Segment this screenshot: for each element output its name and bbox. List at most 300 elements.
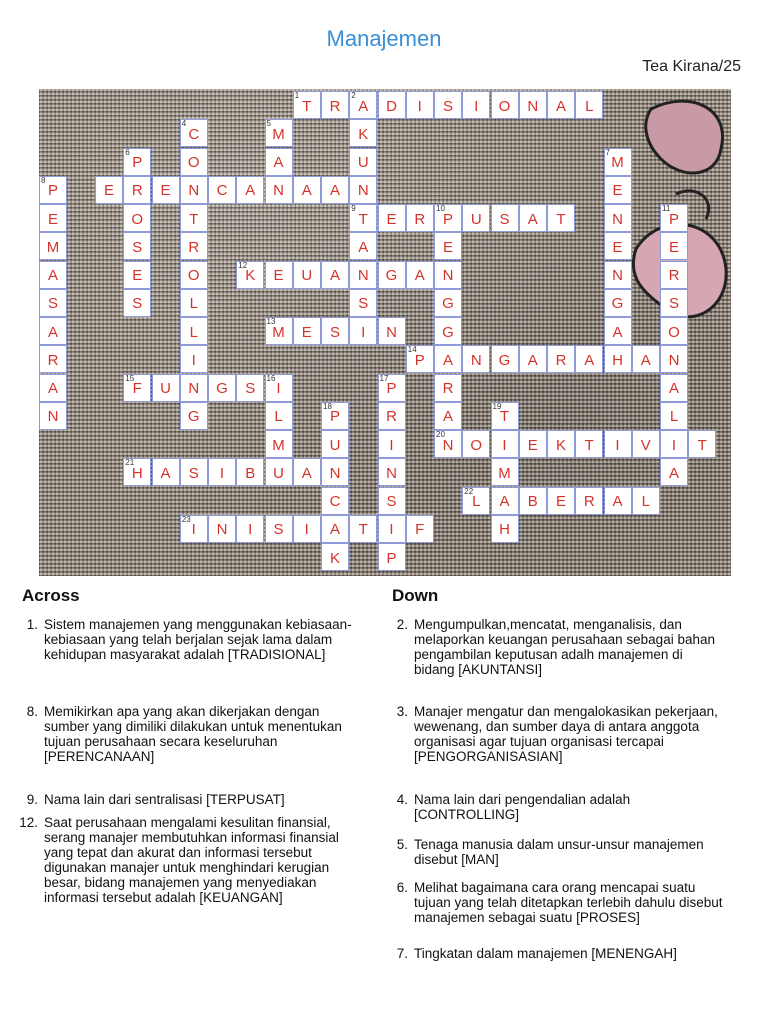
crossword-cell[interactable] [321,543,349,571]
cell-letter: L [189,323,198,341]
crossword-cell[interactable] [349,317,377,345]
crossword-cell[interactable] [462,487,490,515]
crossword-cell[interactable] [434,317,462,345]
crossword-cell[interactable] [349,119,377,147]
crossword-cell[interactable] [208,374,236,402]
crossword-cell[interactable] [434,402,462,430]
crossword-cell[interactable] [632,487,660,515]
crossword-cell[interactable] [575,487,603,515]
cell-letter: N [668,351,680,369]
cell-letter: P [132,154,143,171]
cell-letter: M [46,238,60,256]
crossword-cell[interactable] [604,487,632,515]
crossword-cell[interactable] [265,430,293,458]
cell-letter: A [499,493,510,510]
cell-letter: S [329,323,340,341]
crossword-cell[interactable] [434,204,462,232]
cell-letter: A [301,182,312,200]
crossword-cell[interactable] [265,402,293,430]
cell-letter: A [612,493,623,510]
cell-letter: A [160,464,171,482]
cell-letter: A [358,97,369,115]
cell-letter: A [527,351,538,369]
cell-letter: I [389,521,394,539]
crossword-cell[interactable] [434,289,462,317]
crossword-cell[interactable] [39,204,67,232]
cell-letter: C [188,125,200,143]
clue-number: 2 [351,91,356,100]
cell-letter: A [329,267,340,284]
crossword-cell[interactable] [236,515,264,543]
crossword-cell[interactable] [180,374,208,402]
cell-letter: O [470,436,483,454]
crossword-cell[interactable] [378,317,406,345]
crossword-cell[interactable] [349,289,377,317]
crossword-cell[interactable] [265,119,293,147]
crossword-cell[interactable] [378,91,406,119]
crossword-cell[interactable] [575,430,603,458]
cell-letter: A [414,267,425,284]
cell-letter: L [585,97,594,115]
clue-number: 5 [266,119,271,129]
cell-letter: N [442,436,454,454]
crossword-cell[interactable] [180,345,208,373]
crossword-cell[interactable] [349,261,377,289]
crossword-cell[interactable] [547,91,575,119]
crossword-cell[interactable] [39,402,67,430]
cell-letter: S [386,493,397,510]
cell-letter: E [273,267,284,284]
crossword-cell[interactable] [434,345,462,373]
cell-letter: A [527,210,538,228]
crossword-cell[interactable] [180,458,208,486]
cell-letter: E [132,267,143,284]
cell-letter: G [442,295,454,313]
crossword-cell[interactable] [321,317,349,345]
cell-letter: G [385,267,398,284]
cell-letter: E [386,210,397,228]
cell-letter: M [272,125,285,143]
crossword-cell[interactable] [519,91,547,119]
crossword-cell[interactable] [604,430,632,458]
crossword-cell[interactable] [519,430,547,458]
crossword-cell[interactable] [547,487,575,515]
crossword-cell[interactable] [208,458,236,486]
crossword-cell[interactable] [180,515,208,543]
cell-letter: I [219,464,225,482]
crossword-cell[interactable] [39,289,67,317]
crossword-cell[interactable] [604,345,632,373]
cell-letter: L [274,408,283,426]
crossword-cell[interactable] [547,345,575,373]
crossword-cell[interactable] [321,176,349,204]
crossword-cell[interactable] [660,430,688,458]
crossword-cell[interactable] [349,91,377,119]
crossword-cell[interactable] [321,402,349,430]
clue-number: 10 [436,204,445,213]
crossword-cell[interactable] [265,374,293,402]
clue-number: 16 [266,373,276,383]
cell-letter: U [329,436,341,454]
crossword-cell[interactable] [378,402,406,430]
crossword-cell[interactable] [632,345,660,373]
crossword-cell[interactable] [265,176,293,204]
cell-letter: M [272,323,285,341]
crossword-cell[interactable] [434,374,462,402]
cell-letter: R [414,210,426,228]
cell-letter: P [414,351,425,369]
crossword-cell[interactable] [378,204,406,232]
crossword-cell[interactable] [660,458,688,486]
crossword-cell[interactable] [39,232,67,260]
cell-letter: E [527,436,538,454]
crossword-cell[interactable] [434,232,462,260]
cell-letter: K [358,125,369,143]
cell-letter: R [131,182,143,200]
crossword-cell[interactable] [660,289,688,317]
crossword-cell[interactable] [95,176,123,204]
crossword-cell[interactable] [152,458,180,486]
crossword-cell[interactable] [434,91,462,119]
cell-letter: A [273,154,284,171]
cell-letter: N [329,464,341,482]
cell-letter: I [502,436,507,454]
cell-letter: U [357,154,369,171]
cell-letter: O [668,323,680,341]
crossword-cell[interactable] [491,515,519,543]
cell-letter: E [442,238,453,256]
cell-letter: B [527,493,538,510]
crossword-cell[interactable] [491,402,519,430]
cell-letter: I [191,351,196,369]
cell-letter: G [187,408,200,426]
crossword-cell[interactable] [152,176,180,204]
crossword-cell[interactable] [575,91,603,119]
cell-letter: E [612,238,623,256]
clue-number: 1 [294,91,300,100]
crossword-cell[interactable] [660,261,688,289]
crossword-cell[interactable] [462,430,490,458]
cell-letter: E [555,493,566,510]
cell-letter: I [191,521,196,539]
cell-letter: N [527,97,539,115]
cell-letter: L [189,295,198,313]
crossword-cell[interactable] [491,91,519,119]
clue-number: 4 [181,119,187,129]
crossword-cell[interactable] [123,261,151,289]
crossword-cell[interactable] [265,515,293,543]
crossword-cell[interactable] [39,317,67,345]
cell-letter: T [584,436,594,454]
cell-letter: N [386,323,397,341]
crossword-cell[interactable] [349,204,377,232]
cell-letter: S [499,210,510,228]
cell-letter: T [499,408,510,426]
cell-letter: I [671,436,677,454]
crossword-cell[interactable] [265,458,293,486]
crossword-cell[interactable] [293,176,321,204]
cell-letter: T [358,521,368,539]
crossword-cell[interactable] [406,345,434,373]
crossword-cell[interactable] [688,430,716,458]
cell-letter: H [612,351,623,369]
crossword-cell[interactable] [660,374,688,402]
cell-letter: I [615,436,620,454]
clue-number: 18 [323,401,332,411]
clue-number: 8 [41,175,46,185]
cell-letter: S [358,295,369,313]
crossword-cell[interactable] [180,148,208,176]
crossword-cell[interactable] [660,204,688,232]
clue-number: 15 [125,373,135,383]
crossword-cell[interactable] [123,204,151,232]
crossword-cell[interactable] [180,119,208,147]
crossword-cell[interactable] [236,458,264,486]
crossword-cell[interactable] [293,458,321,486]
cell-letter: L [669,408,679,426]
cell-letter: N [470,351,482,369]
clue-number: 6 [125,147,130,157]
cell-letter: I [361,323,366,341]
cell-letter: R [47,351,59,369]
crossword-cell[interactable] [349,232,377,260]
crossword-cell[interactable] [180,232,208,260]
crossword-cell[interactable] [321,458,349,486]
cell-letter: G [498,351,511,369]
crossword-cell[interactable] [39,261,67,289]
crossword-cell[interactable] [378,515,406,543]
crossword-cell[interactable] [491,204,519,232]
cell-letter: T [189,210,199,228]
cell-letter: A [612,323,623,341]
cell-letter: A [301,464,312,482]
cell-letter: R [188,238,200,256]
crossword-cell[interactable] [293,261,321,289]
clue-number: 22 [464,486,474,496]
cell-letter: E [160,182,171,200]
cell-letter: A [329,182,340,200]
crossword-cell[interactable] [604,148,632,176]
crossword-cell[interactable] [604,176,632,204]
cell-letter: I [304,521,309,539]
crossword-cell[interactable] [378,487,406,515]
cell-letter: C [329,493,341,510]
cell-letter: A [358,238,369,256]
cell-letter: O [498,97,511,115]
cell-letter: O [131,210,144,228]
crossword-cell[interactable] [519,345,547,373]
cell-letter: S [668,295,679,313]
cell-letter: F [132,380,142,397]
crossword-cell[interactable] [208,176,236,204]
crossword-cell[interactable] [180,317,208,345]
cell-letter: I [276,380,281,397]
crossword-cell[interactable] [293,515,321,543]
crossword-cell[interactable] [180,289,208,317]
cell-letter: A [640,351,651,369]
crossword-cell[interactable] [123,289,151,317]
crossword-cell[interactable] [462,91,490,119]
cell-letter: I [248,521,253,539]
crossword-cell[interactable] [208,515,236,543]
crossword-cell[interactable] [604,261,632,289]
cell-letter: A [47,267,58,284]
crossword-cell[interactable] [547,204,575,232]
crossword-cell[interactable] [434,261,462,289]
cell-letter: N [386,464,397,482]
crossword-cell[interactable] [265,148,293,176]
cell-letter: H [131,464,143,482]
crossword-cell[interactable] [378,374,406,402]
down-heading: Down [392,586,439,605]
crossword-cell[interactable] [660,232,688,260]
crossword-cell[interactable] [660,345,688,373]
crossword-cell[interactable] [123,374,151,402]
crossword-cell[interactable] [123,232,151,260]
cell-letter: N [188,182,200,200]
cell-letter: T [556,210,566,228]
crossword-cell[interactable] [123,148,151,176]
clue-number: 17 [379,373,389,383]
cell-letter: O [187,154,200,171]
cell-letter: M [272,436,285,454]
cell-letter: A [668,464,679,482]
crossword-cell[interactable] [604,232,632,260]
crossword-cell[interactable] [236,176,264,204]
cell-letter: N [612,267,623,284]
clue-number: 12 [238,260,248,270]
author-label: Tea Kirana/25 [642,58,741,75]
crossword-cell[interactable] [321,487,349,515]
crossword-cell[interactable] [462,204,490,232]
crossword-cell[interactable] [378,430,406,458]
crossword-cell[interactable] [349,148,377,176]
cell-letter: E [301,323,312,341]
crossword-cell[interactable] [180,402,208,430]
crossword-cell[interactable] [519,204,547,232]
cell-letter: E [668,238,679,256]
cell-letter: S [245,380,256,397]
cell-letter: A [555,97,566,115]
cell-letter: A [442,408,453,426]
cell-letter: A [442,351,453,369]
crossword-cell[interactable] [519,487,547,515]
crossword-cell[interactable] [39,176,67,204]
crossword-cell[interactable] [434,430,462,458]
cell-letter: T [302,97,312,115]
crossword-cell[interactable] [575,345,603,373]
crossword-cell[interactable] [180,261,208,289]
crossword-cell[interactable] [321,91,349,119]
crossword-cell[interactable] [660,402,688,430]
crossword-cell[interactable] [604,317,632,345]
cell-letter: E [612,182,623,200]
cell-letter: A [584,351,595,369]
crossword-cell[interactable] [123,176,151,204]
crossword-cell[interactable] [152,374,180,402]
crossword-board [39,89,731,576]
cell-letter: R [583,493,595,510]
crossword-cell[interactable] [378,543,406,571]
cell-letter: U [273,464,284,482]
crossword-cell[interactable] [293,91,321,119]
crossword-cell[interactable] [491,345,519,373]
crossword-cell[interactable] [265,261,293,289]
crossword-cell[interactable] [321,261,349,289]
cell-letter: K [555,436,566,454]
crossword-cell[interactable] [321,515,349,543]
crossword-cell[interactable] [180,176,208,204]
cell-letter: N [357,267,369,284]
cell-letter: E [103,182,114,200]
crossword-cell[interactable] [349,176,377,204]
clue-number: 11 [662,204,671,213]
crossword-cell[interactable] [378,261,406,289]
cell-letter: M [498,464,511,482]
cell-letter: N [612,210,623,228]
cell-letter: T [697,436,707,454]
clue-number: 19 [492,401,502,411]
crossword-cell[interactable] [321,430,349,458]
cell-letter: U [470,210,482,228]
crossword-cell[interactable] [236,374,264,402]
cell-letter: O [187,267,200,284]
crossword-cell[interactable] [604,204,632,232]
crossword-cell[interactable] [406,515,434,543]
crossword-cell[interactable] [660,317,688,345]
cell-letter: R [386,408,397,426]
crossword-cell[interactable] [547,430,575,458]
cell-letter: A [47,380,58,397]
crossword-cell[interactable] [632,430,660,458]
cell-letter: N [442,267,454,284]
crossword-cell[interactable] [491,430,519,458]
crossword-cell[interactable] [406,204,434,232]
cell-letter: R [329,97,341,115]
crossword-cell[interactable] [180,204,208,232]
crossword-cell[interactable] [491,458,519,486]
cell-letter: S [132,238,143,256]
cell-letter: S [442,97,453,115]
crossword-cell[interactable] [39,374,67,402]
cell-letter: P [47,182,58,200]
cell-letter: A [47,323,58,341]
cell-letter: E [47,210,58,228]
cell-letter: D [386,97,397,115]
cell-letter: I [389,436,394,454]
crossword-cell[interactable] [123,458,151,486]
crossword-cell[interactable] [236,261,264,289]
cell-letter: U [301,267,313,284]
crossword-cell[interactable] [491,487,519,515]
cell-letter: G [442,323,454,341]
cell-letter: N [47,408,59,426]
crossword-cell[interactable] [349,515,377,543]
cell-letter: I [417,97,422,115]
cell-letter: R [668,267,680,284]
crossword-cell[interactable] [406,91,434,119]
crossword-cell[interactable] [39,345,67,373]
crossword-cell[interactable] [462,345,490,373]
cell-letter: P [386,549,397,567]
crossword-cell[interactable] [378,458,406,486]
crossword-cell[interactable] [406,261,434,289]
crossword-cell[interactable] [293,317,321,345]
cell-letter: N [357,182,369,200]
crossword-cell[interactable] [604,289,632,317]
cell-letter: P [442,210,453,228]
crossword-cell[interactable] [265,317,293,345]
